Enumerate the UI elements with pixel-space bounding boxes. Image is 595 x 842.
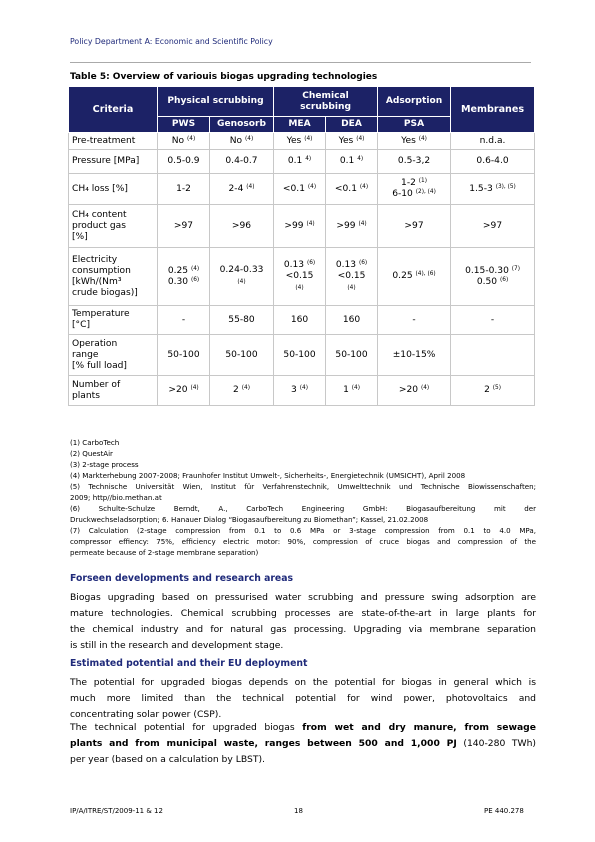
cell-value: 160 bbox=[290, 314, 309, 325]
cell-line bbox=[161, 266, 206, 277]
table-cell bbox=[158, 306, 210, 335]
note: (5) Technische Universität Wien, Institut für Verfahrenstechnik, Umwelttechnik und Technische Biowissenschaften; bbox=[70, 482, 536, 491]
table-cell bbox=[326, 150, 378, 174]
cell-value: <0.15 bbox=[285, 270, 314, 281]
criteria-line: Pressure [MPa] bbox=[72, 156, 140, 166]
cell-value: 2-4 bbox=[228, 183, 244, 194]
bold-span: plants and from municipal waste, ranges between 500 and 1,000 PJ bbox=[70, 738, 457, 749]
header-membranes: Membranes bbox=[451, 87, 535, 133]
cell-value: 0.5-0.9 bbox=[167, 156, 200, 166]
table-cell bbox=[378, 150, 451, 174]
criteria-line: CH₄ content bbox=[72, 209, 127, 220]
cell-value: No bbox=[171, 135, 185, 146]
header-rule bbox=[70, 62, 531, 63]
table-cell bbox=[378, 376, 451, 406]
table-cell bbox=[158, 376, 210, 406]
table-cell bbox=[158, 335, 210, 376]
cell-line bbox=[161, 277, 206, 288]
cell-footnote-ref: (4) bbox=[190, 265, 200, 272]
cell-value: 160 bbox=[342, 314, 361, 325]
header-psa: PSA bbox=[378, 117, 451, 133]
cell-value: <0.1 bbox=[334, 183, 357, 194]
criteria-line: [kWh/(Nm³ bbox=[72, 276, 122, 287]
cell-footnote-ref: (4) bbox=[358, 220, 367, 227]
table-cell bbox=[451, 335, 535, 376]
cell-value: <0.15 bbox=[337, 270, 366, 281]
cell-footnote-ref: (3), (5) bbox=[495, 183, 516, 190]
cell-line bbox=[277, 260, 322, 271]
paragraph-developments bbox=[70, 590, 536, 654]
cell-value: Yes bbox=[338, 135, 354, 146]
table-cell bbox=[210, 150, 274, 174]
table-row bbox=[69, 150, 535, 174]
cell-value: <0.1 bbox=[282, 183, 305, 194]
header-pws: PWS bbox=[158, 117, 210, 133]
cell-value: 1 bbox=[343, 385, 349, 395]
cell-footnote-ref: 4) bbox=[305, 156, 312, 162]
table-cell bbox=[378, 205, 451, 248]
cell-footnote-ref: (6) bbox=[190, 276, 200, 283]
cell-footnote-ref: (7) bbox=[511, 265, 520, 272]
cell-line bbox=[329, 282, 374, 294]
row-criteria bbox=[69, 174, 158, 205]
text-span: (140-280 TWh) bbox=[456, 738, 536, 749]
cell-footnote-ref: (4) bbox=[420, 385, 430, 391]
cell-footnote-ref: (4) bbox=[351, 385, 360, 391]
cell-footnote-ref: (4) bbox=[245, 135, 254, 142]
cell-line bbox=[381, 178, 447, 189]
row-criteria bbox=[69, 205, 158, 248]
cell-footnote-ref: (6) bbox=[500, 276, 509, 283]
section-heading-potential: Estimated potential and their EU deployment bbox=[70, 658, 308, 669]
table-row bbox=[69, 306, 535, 335]
page-header: Policy Department A: Economic and Scientific Policy bbox=[70, 37, 273, 46]
table-row bbox=[69, 205, 535, 248]
table-cell bbox=[326, 248, 378, 306]
text-line: much more limited than the technical potential for wind power, photovoltaics and bbox=[70, 693, 536, 704]
cell-value: - bbox=[490, 314, 495, 325]
criteria-line: [%] bbox=[72, 231, 88, 242]
criteria-line: Number of bbox=[72, 379, 121, 390]
criteria-line: product gas bbox=[72, 220, 126, 231]
cell-value: ±10-15% bbox=[392, 349, 436, 360]
criteria-line: Temperature bbox=[72, 309, 130, 319]
table-cell bbox=[378, 248, 451, 306]
table-cell bbox=[158, 133, 210, 150]
cell-value: 50-100 bbox=[283, 349, 316, 360]
table-cell bbox=[378, 174, 451, 205]
cell-value: >96 bbox=[231, 220, 252, 231]
cell-value: >20 bbox=[168, 385, 188, 395]
cell-value: 0.6-4.0 bbox=[476, 156, 509, 166]
note: (3) 2-stage process bbox=[70, 460, 139, 469]
row-criteria bbox=[69, 133, 158, 150]
header-criteria: Criteria bbox=[69, 87, 158, 133]
table-cell bbox=[326, 335, 378, 376]
table-row bbox=[69, 376, 535, 406]
table-cell bbox=[274, 174, 326, 205]
table-cell bbox=[274, 376, 326, 406]
table-cell bbox=[210, 174, 274, 205]
cell-footnote-ref: (4) bbox=[306, 220, 315, 227]
cell-value: Yes bbox=[286, 135, 302, 146]
header-chemical-line1: Chemical bbox=[302, 90, 349, 101]
cell-value: 0.5-3,2 bbox=[397, 156, 431, 166]
table-cell bbox=[274, 306, 326, 335]
table-cell bbox=[210, 248, 274, 306]
table-cell bbox=[451, 133, 535, 150]
cell-footnote-ref: (4) bbox=[347, 284, 356, 291]
footer-doc-id: IP/A/ITRE/ST/2009-11 & 12 bbox=[70, 807, 163, 815]
cell-value: 0.13 bbox=[335, 259, 357, 270]
cell-footnote-ref: (4) bbox=[295, 284, 304, 291]
cell-value: 2 bbox=[233, 385, 239, 395]
table-cell bbox=[274, 335, 326, 376]
table-cell bbox=[326, 174, 378, 205]
cell-value: >97 bbox=[482, 220, 503, 231]
row-criteria bbox=[69, 150, 158, 174]
note: (7) Calculation (2-stage compression from 0.1 to 0.6 MPa or 3-stage compression from 0.1 to 4.0 MPa, bbox=[70, 526, 536, 535]
table-cell bbox=[210, 376, 274, 406]
cell-value: >97 bbox=[404, 220, 424, 231]
cell-value: 0.15-0.30 bbox=[465, 265, 509, 276]
criteria-line: Operation bbox=[72, 338, 118, 349]
table-cell bbox=[158, 174, 210, 205]
cell-footnote-ref: (4) bbox=[187, 135, 196, 142]
table-cell bbox=[451, 248, 535, 306]
cell-footnote-ref: (6) bbox=[358, 259, 368, 266]
criteria-line: Pre-treatment bbox=[72, 135, 136, 146]
cell-value: 1-2 bbox=[401, 178, 416, 188]
cell-value: - bbox=[181, 314, 186, 325]
table-cell bbox=[210, 205, 274, 248]
paragraph-potential-2 bbox=[70, 720, 536, 768]
table-cell bbox=[274, 205, 326, 248]
note: (1) CarboTech bbox=[70, 438, 120, 447]
table-cell bbox=[326, 205, 378, 248]
header-genosorb: Genosorb bbox=[210, 117, 274, 133]
cell-footnote-ref: (1) bbox=[418, 178, 428, 184]
criteria-line: [% full load] bbox=[72, 360, 127, 371]
table-cell bbox=[326, 306, 378, 335]
cell-line bbox=[454, 277, 531, 288]
cell-line bbox=[213, 276, 270, 288]
biogas-upgrading-table bbox=[68, 86, 535, 406]
cell-value: 3 bbox=[291, 385, 297, 395]
criteria-line: range bbox=[72, 349, 99, 360]
cell-value: 2 bbox=[484, 385, 490, 395]
cell-line bbox=[329, 260, 374, 271]
table-cell bbox=[378, 133, 451, 150]
table-cell bbox=[451, 174, 535, 205]
criteria-line: Electricity bbox=[72, 254, 118, 265]
text-span: The technical potential for upgraded biogas bbox=[70, 722, 303, 733]
text-line bbox=[70, 736, 536, 752]
paragraph-potential-1 bbox=[70, 675, 536, 723]
table-cell bbox=[274, 133, 326, 150]
criteria-line: [°C] bbox=[72, 320, 90, 330]
note: (2) QuestAir bbox=[70, 449, 113, 458]
cell-footnote-ref: (4) bbox=[307, 183, 317, 190]
table-cell bbox=[378, 306, 451, 335]
table-cell bbox=[158, 150, 210, 174]
cell-footnote-ref: (4), (6) bbox=[415, 271, 436, 277]
cell-value: 0.30 bbox=[167, 276, 189, 287]
header-chemical-scrubbing bbox=[274, 87, 378, 117]
table-row bbox=[69, 133, 535, 150]
table-cell bbox=[326, 133, 378, 150]
cell-value: 55-80 bbox=[228, 314, 255, 325]
table-cell bbox=[326, 376, 378, 406]
cell-value: 0.1 bbox=[339, 156, 355, 166]
table-cell bbox=[451, 150, 535, 174]
criteria-line: crude biogas)] bbox=[72, 287, 138, 298]
table-row bbox=[69, 335, 535, 376]
note: (6) Schulte-Schulze Berndt, A., CarboTech Engineering GmbH: Biogasaufbereitung mit der bbox=[70, 504, 536, 513]
cell-line bbox=[381, 189, 447, 200]
cell-footnote-ref: (4) bbox=[241, 385, 250, 391]
cell-footnote-ref: (5) bbox=[492, 385, 501, 391]
table-cell bbox=[210, 133, 274, 150]
cell-value: No bbox=[229, 135, 243, 146]
cell-footnote-ref: (4) bbox=[190, 385, 199, 391]
text-line: concentrating solar power (CSP). bbox=[70, 709, 222, 720]
cell-footnote-ref: 4) bbox=[357, 156, 364, 162]
cell-line bbox=[329, 271, 374, 282]
section-heading-developments: Forseen developments and research areas bbox=[70, 573, 294, 584]
table-notes bbox=[70, 437, 536, 558]
cell-value: 50-100 bbox=[167, 349, 200, 360]
note: (4) Markterhebung 2007-2008; Fraunhofer Institut Umwelt-, Sicherheits-, Energietechnik (UMSICHT), April 2008 bbox=[70, 471, 466, 480]
row-criteria bbox=[69, 248, 158, 306]
header-chemical-line2: scrubbing bbox=[300, 101, 351, 112]
cell-value: 0.25 bbox=[167, 265, 189, 276]
cell-value: - bbox=[412, 314, 416, 325]
cell-footnote-ref: (2), (4) bbox=[415, 189, 436, 195]
footer-ref: PE 440.278 bbox=[484, 807, 524, 815]
cell-footnote-ref: (4) bbox=[418, 135, 427, 142]
text-line: The potential for upgraded biogas depends on the potential for biogas in general which is bbox=[70, 677, 536, 688]
cell-footnote-ref: (4) bbox=[299, 385, 308, 391]
table-cell bbox=[210, 306, 274, 335]
note: permeate because of 2-stage membrane separation) bbox=[70, 548, 259, 557]
table-cell bbox=[210, 335, 274, 376]
table-row bbox=[69, 248, 535, 306]
text-line: is still in the research and development stage. bbox=[70, 640, 284, 651]
criteria-line: plants bbox=[72, 390, 100, 401]
header-dea: DEA bbox=[326, 117, 378, 133]
row-criteria bbox=[69, 376, 158, 406]
row-criteria bbox=[69, 306, 158, 335]
table-cell bbox=[158, 248, 210, 306]
text-line bbox=[70, 720, 536, 736]
cell-line bbox=[213, 265, 270, 276]
table-cell bbox=[378, 335, 451, 376]
header-adsorption: Adsorption bbox=[378, 87, 451, 117]
cell-value: 0.50 bbox=[476, 276, 498, 287]
cell-value: 50-100 bbox=[335, 349, 368, 360]
note: compressor effiency: 75%, efficiency electric motor: 90%, compression of cruce biogas and compression of the bbox=[70, 537, 536, 546]
cell-value: 50-100 bbox=[225, 349, 258, 360]
table-caption: Table 5: Overview of variouis biogas upgrading technologies bbox=[70, 72, 378, 82]
note: Druckwechseladsorption; 6. Hanauer Dialog “Biogasaufbereitung zu Biomethan”; Kassel, 21.02.2008 bbox=[70, 515, 429, 524]
cell-value: 1-2 bbox=[176, 183, 191, 194]
table-body bbox=[69, 133, 535, 406]
cell-value: 1.5-3 bbox=[469, 183, 493, 194]
table-row bbox=[69, 174, 535, 205]
page-number: 18 bbox=[294, 807, 303, 815]
cell-footnote-ref: (4) bbox=[237, 279, 246, 285]
criteria-line: consumption bbox=[72, 265, 131, 276]
table-cell bbox=[158, 205, 210, 248]
cell-value: >99 bbox=[336, 220, 356, 231]
cell-line bbox=[277, 282, 322, 294]
table-cell bbox=[274, 248, 326, 306]
text-line: Biogas upgrading based on pressurised water scrubbing and pressure swing adsorption are bbox=[70, 592, 536, 603]
cell-value: 0.4-0.7 bbox=[225, 156, 258, 166]
header-physical-scrubbing: Physical scrubbing bbox=[158, 87, 274, 117]
cell-value: 0.1 bbox=[287, 156, 303, 166]
cell-footnote-ref: (4) bbox=[246, 183, 255, 190]
text-line: mature technologies. Chemical scrubbing processes are state-of-the-art in large plants for bbox=[70, 608, 536, 619]
criteria-line: CH₄ loss [%] bbox=[72, 183, 128, 194]
cell-value: >97 bbox=[173, 220, 194, 231]
table-cell bbox=[451, 205, 535, 248]
cell-value: 0.25 bbox=[392, 271, 413, 281]
cell-footnote-ref: (4) bbox=[356, 135, 365, 142]
table-cell bbox=[274, 150, 326, 174]
cell-line bbox=[277, 271, 322, 282]
note: 2009; http//bio.methan.at bbox=[70, 493, 162, 502]
cell-footnote-ref: (4) bbox=[359, 183, 369, 190]
table-cell bbox=[451, 306, 535, 335]
cell-value: >20 bbox=[398, 385, 419, 395]
cell-value: >99 bbox=[284, 220, 304, 231]
header-mea: MEA bbox=[274, 117, 326, 133]
cell-value: Yes bbox=[401, 135, 416, 146]
row-criteria bbox=[69, 335, 158, 376]
text-line: the chemical industry and for natural gas processing. Upgrading via membrane separation bbox=[70, 624, 536, 635]
cell-footnote-ref: (4) bbox=[304, 135, 313, 142]
bold-span: from wet and dry manure, from sewage bbox=[302, 722, 536, 733]
cell-value: 0.13 bbox=[283, 259, 305, 270]
cell-value: 0.24-0.33 bbox=[219, 265, 264, 275]
cell-value: 6-10 bbox=[392, 189, 413, 199]
text-line: per year (based on a calculation by LBST). bbox=[70, 754, 265, 765]
table-cell bbox=[451, 376, 535, 406]
cell-line bbox=[454, 266, 531, 277]
cell-value: n.d.a. bbox=[479, 135, 506, 146]
cell-footnote-ref: (6) bbox=[306, 259, 316, 266]
